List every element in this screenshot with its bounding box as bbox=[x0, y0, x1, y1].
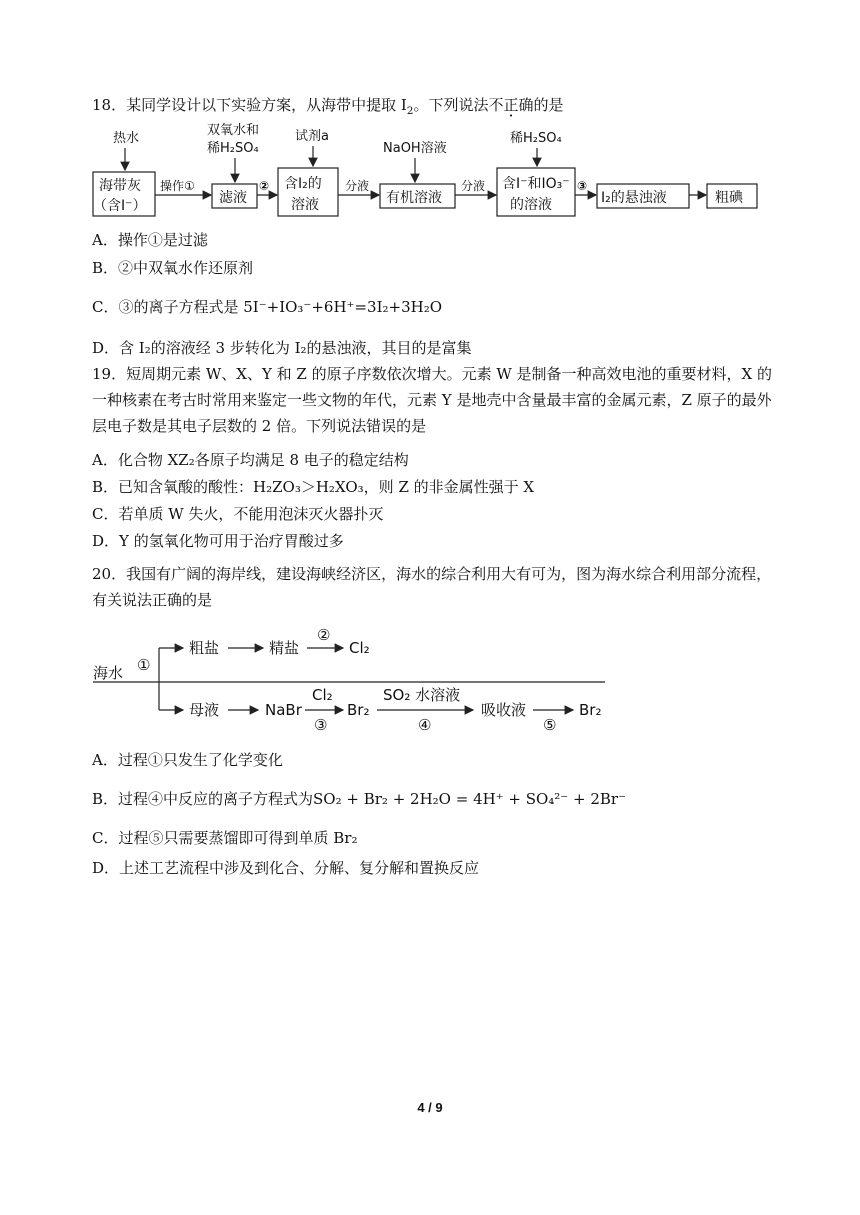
node-nabr: NaBr bbox=[265, 701, 302, 719]
label-h2o2-2: 稀H₂SO₄ bbox=[207, 141, 259, 156]
box1-line1: 海带灰 bbox=[99, 178, 141, 194]
q19-option-d: D．Y 的氢氧化物可用于治疗胃酸过多 bbox=[92, 532, 344, 550]
box6-text: I₂的悬浊液 bbox=[601, 190, 667, 206]
q19-option-c: C．若单质 W 失火，不能用泡沫灭火器扑灭 bbox=[92, 505, 384, 523]
q20-option-b: B．过程④中反应的离子方程式为SO₂ + Br₂ + 2H₂O = 4H⁺ + SO₄²⁻ + 2Br⁻ bbox=[92, 790, 626, 808]
label-so2-solution: SO₂ 水溶液 bbox=[383, 686, 461, 704]
node-crude-salt: 粗盐 bbox=[189, 639, 220, 657]
q19-option-a: A．化合物 XZ₂各原子均满足 8 电子的稳定结构 bbox=[92, 451, 409, 469]
box2-text: 滤液 bbox=[219, 190, 247, 206]
q18-stem bbox=[92, 95, 564, 121]
label-process-1: ① bbox=[137, 656, 151, 674]
node-cl2-product: Cl₂ bbox=[349, 639, 370, 657]
q18-stem-sub: 2 bbox=[406, 105, 414, 117]
label-process-5: ⑤ bbox=[543, 716, 557, 734]
q19-stem: 19．短周期元素 W、X、Y 和 Z 的原子序数依次增大。元素 W 是制备一种高效电池的重要材料，X 的一种核素在考古时常用来鉴定一些文物的年代，元素 Y 是地壳中含量最丰富的金属元素，Z 原子的最外层电子数是其电子层数的 2 倍。下列说法错误的是 bbox=[92, 365, 772, 435]
box7-text: 粗碘 bbox=[715, 190, 743, 206]
q20-option-d: D．上述工艺流程中涉及到化合、分解、复分解和置换反应 bbox=[92, 859, 480, 877]
q20-stem: 20．我国有广阔的海岸线，建设海峡经济区，海水的综合利用大有可为，图为海水综合利用部分流程，有关说法正确的是 bbox=[92, 565, 772, 609]
label-naoh: NaOH溶液 bbox=[383, 141, 447, 156]
label-cl2-reagent: Cl₂ bbox=[312, 686, 333, 704]
q20-option-a: A．过程①只发生了化学变化 bbox=[92, 751, 283, 769]
label-operation-1: 操作① bbox=[160, 179, 195, 193]
node-mother-liquor: 母液 bbox=[189, 701, 220, 719]
q18-option-a: A．操作①是过滤 bbox=[92, 231, 208, 249]
label-process-3: ③ bbox=[314, 716, 328, 734]
q20-flow-diagram bbox=[85, 620, 625, 735]
box3-line2: 溶液 bbox=[291, 197, 319, 213]
q18-option-c: C．③的离子方程式是 5I⁻+IO₃⁻+6H⁺=3I₂+3H₂O bbox=[92, 298, 443, 316]
box5-line2: 的溶液 bbox=[510, 197, 552, 213]
box4-text: 有机溶液 bbox=[386, 190, 442, 206]
q19-option-b: B．已知含氧酸的酸性：H₂ZO₃＞H₂XO₃，则 Z 的非金属性强于 X bbox=[92, 478, 535, 496]
node-br2-1: Br₂ bbox=[347, 701, 370, 719]
label-process-4: ④ bbox=[418, 716, 432, 734]
page-number: 4 / 9 bbox=[417, 1100, 443, 1115]
node-absorbent-liquid: 吸收液 bbox=[481, 701, 527, 719]
q18-emph-text: 不正确 bbox=[488, 96, 534, 114]
label-step-3: ③ bbox=[577, 179, 588, 193]
label-h2o2-1: 双氧水和 bbox=[207, 123, 260, 138]
label-dilute-h2so4: 稀H₂SO₄ bbox=[510, 131, 562, 146]
q18-flow-diagram bbox=[85, 122, 775, 227]
q18-stem-emphasis bbox=[489, 96, 534, 114]
q18-stem-a: 18．某同学设计以下实验方案，从海带中提取 I bbox=[92, 96, 407, 114]
label-reagent-a: 试剂a bbox=[295, 129, 329, 144]
q18-option-b: B．②中双氧水作还原剂 bbox=[92, 259, 254, 277]
q18-stem-c: 的是 bbox=[533, 96, 564, 114]
q20-option-c: C．过程⑤只需要蒸馏即可得到单质 Br₂ bbox=[92, 829, 358, 847]
node-br2-2: Br₂ bbox=[579, 701, 602, 719]
box5-line1: 含I⁻和IO₃⁻ bbox=[502, 176, 570, 192]
label-step-2: ② bbox=[259, 179, 270, 193]
label-separation-1: 分液 bbox=[345, 179, 370, 193]
label-hot-water: 热水 bbox=[113, 131, 140, 146]
node-refined-salt: 精盐 bbox=[269, 639, 300, 657]
q18-stem-b: 。下列说法 bbox=[413, 96, 489, 114]
node-seawater: 海水 bbox=[93, 664, 124, 682]
label-separation-2: 分液 bbox=[461, 179, 486, 193]
q18-option-d: D．含 I₂的溶液经 3 步转化为 I₂的悬浊液，其目的是富集 bbox=[92, 339, 472, 357]
box3-line1: 含I₂的 bbox=[284, 176, 322, 192]
box1-line2: （含I⁻） bbox=[93, 198, 147, 214]
label-process-2: ② bbox=[317, 626, 331, 644]
